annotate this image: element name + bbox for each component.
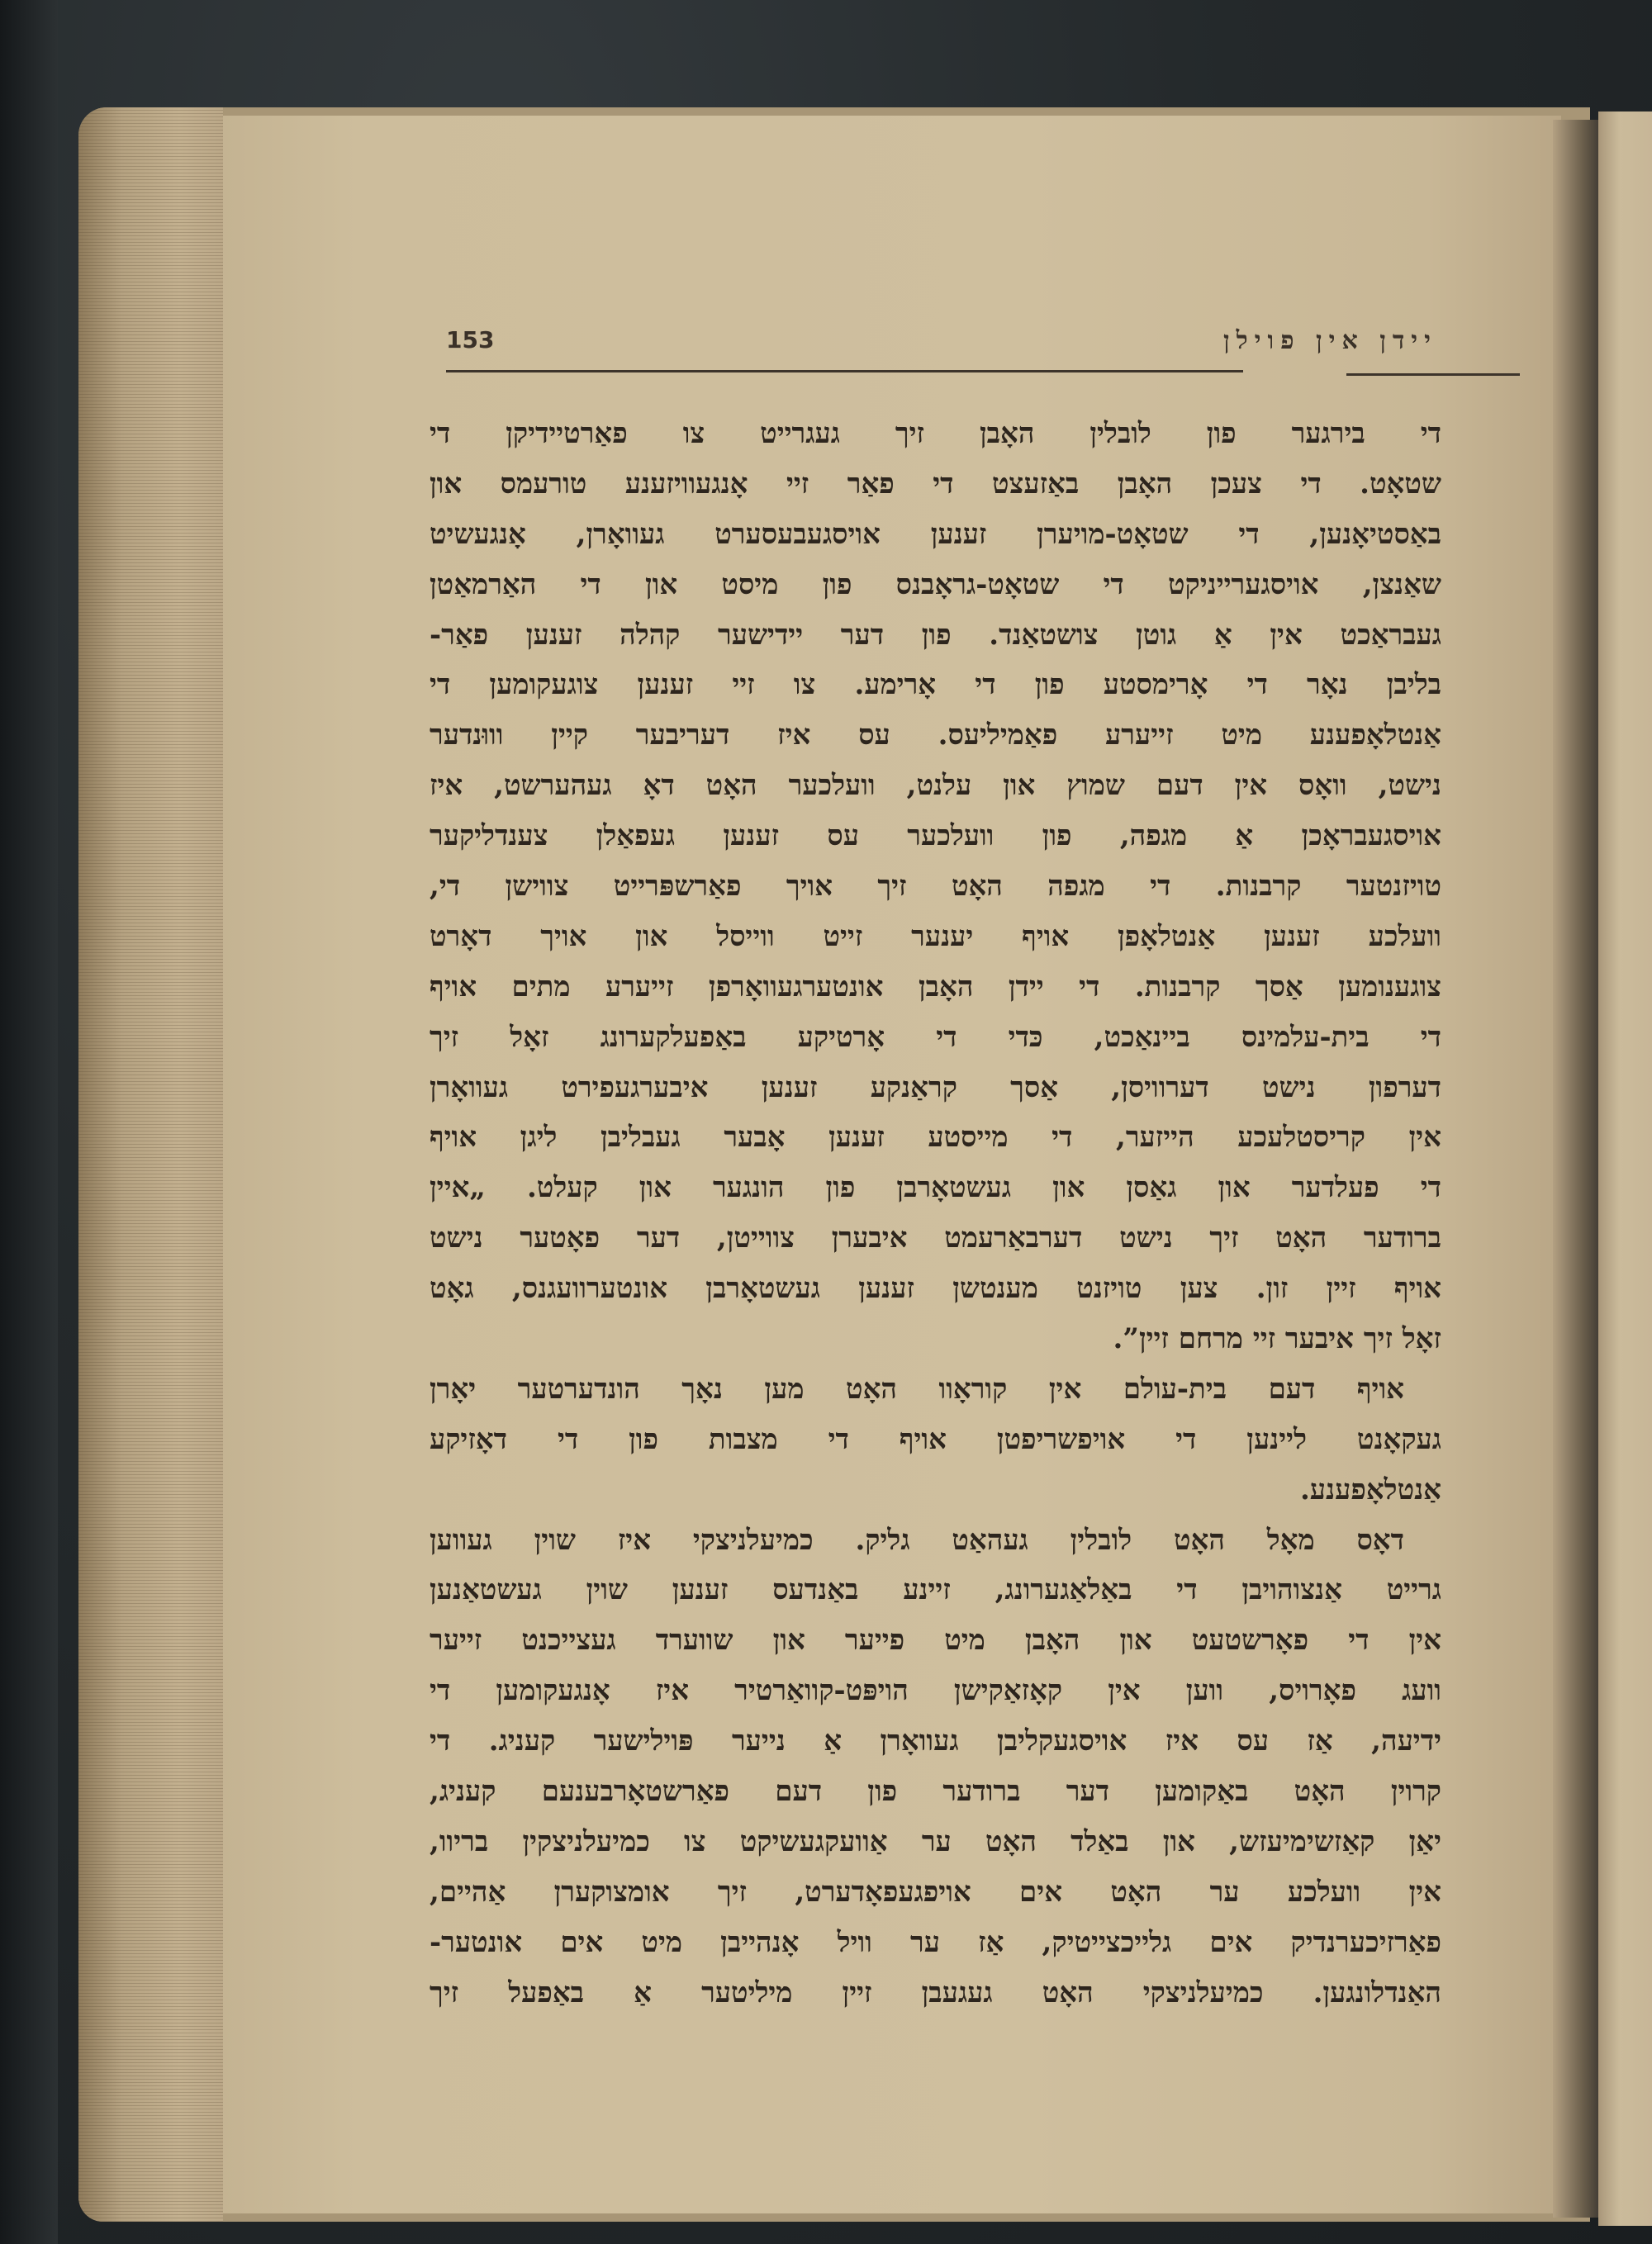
text-line: גרייט אַנצוהויבן די באַלאַגערונג, זיינע באַנדעס זענען שוין געשטאַנען bbox=[430, 1573, 1441, 1607]
text-line: פאַרזיכערנדיק אים גלייכצייטיק, אַז ער וויל אָנהייבן מיט אים אונטער- bbox=[430, 1925, 1441, 1959]
header-rule bbox=[446, 370, 1243, 372]
text-line: באַסטיאָנען, די שטאָט-מויערן זענען אויסגעבעסערט געוואָרן, אָנגעשיט bbox=[430, 517, 1441, 551]
text-line: וועג פאָרויס, ווען אין קאָזאַקישן הויפּט-קוואַרטיר איז אָנגעקומען די bbox=[430, 1674, 1441, 1708]
header-rule-segment bbox=[1346, 373, 1520, 376]
text-line: די פעלדער און גאַסן און געשטאָרבן פון הונגער און קעלט. „איין bbox=[430, 1171, 1441, 1205]
text-line: אַנטלאָפענע מיט זייערע פאַמיליעס. עס איז דעריבער קיין וווּנדער bbox=[430, 719, 1441, 752]
page-edges bbox=[78, 107, 223, 2222]
running-title: יידן אין פוילן bbox=[1222, 326, 1437, 355]
page-header bbox=[446, 326, 1437, 368]
text-line: יאַן קאַזשימיעזש, און באַלד האָט ער אַוועקגעשיקט צו כמיעלניצקין בריוו, bbox=[430, 1824, 1441, 1858]
page-number: 153 bbox=[446, 326, 495, 353]
text-line: נישט, וואָס אין דעם שמוץ און עלנט, וועלכער האָט דאָ געהערשט, איז bbox=[430, 769, 1441, 803]
text-line: צוגענומען אַסך קרבנות. די יידן האָבן אונטערגעוואָרפן זייערע מתים אויף bbox=[430, 970, 1441, 1003]
text-line: ברודער האָט זיך נישט דערבאַרעמט איבערן צווייטן, דער פאָטער נישט bbox=[430, 1222, 1441, 1255]
text-line: אויף דעם בית-עולם אין קוראָוו האָט מען נאָך הונדערטער יאָרן bbox=[430, 1372, 1404, 1406]
text-line: אויף זיין זון. צען טויזנט מענטשן זענען געשטאָרבן אונטערוועגנס, גאָט bbox=[430, 1272, 1441, 1306]
text-line: בליבן נאָר די אָרימסטע פון די אָרימע. צו זיי זענען צוגעקומען די bbox=[430, 668, 1441, 702]
page-gutter bbox=[1553, 120, 1602, 2218]
text-line: ידיעה, אַז עס איז אויסגעקליבן געוואָרן אַ נייער פּוילישער קעניג. די bbox=[430, 1725, 1441, 1758]
text-line: געקאָנט ליינען די אויפשריפטן אויף די מצבות פון די דאָזיקע bbox=[430, 1422, 1441, 1456]
text-line: שאַנצן, אויסגערייניקט די שטאָט-גראָבנס פון מיסט און די האַרמאַטן bbox=[430, 567, 1441, 601]
text-line: דערפון נישט דערוויסן, אַסך קראַנקע זענען איבערגעפירט געוואָרן bbox=[430, 1070, 1441, 1104]
text-line: די בירגער פון לובלין האָבן זיך געגרייט צו פאַרטיידיקן די bbox=[430, 417, 1441, 450]
text-line: אַנטלאָפענע. bbox=[1299, 1473, 1441, 1506]
text-line: אויסגעבראָכן אַ מגפה, פון וועלכער עס זענען געפאַלן צענדליקער bbox=[430, 819, 1441, 853]
text-line: זאָל זיך איבער זיי מרחם זיין”. bbox=[1113, 1322, 1441, 1356]
text-line: אין די פאָרשטעט און האָבן מיט פייער און שווערד געצייכנט זייער bbox=[430, 1624, 1441, 1658]
body-text bbox=[430, 409, 1441, 2009]
text-line: קרוין האָט באַקומען דער ברודער פון דעם פאַרשטאָרבענעם קעניג, bbox=[430, 1775, 1441, 1809]
text-line: טויזנטער קרבנות. די מגפה האָט זיך אויך פאַרשפּרייט צווישן די, bbox=[430, 870, 1441, 904]
text-line: שטאָט. די צעכן האָבן באַזעצט די פאַר זיי אָנגעוויזענע טורעמס און bbox=[430, 467, 1441, 501]
facing-page-edge bbox=[1598, 111, 1652, 2226]
text-line: די בית-עלמינס ביינאַכט, כּדי די אָרטיקע באַפעלקערונג זאָל זיך bbox=[430, 1020, 1441, 1054]
text-line: אין וועלכע ער האָט אים אויפגעפאָדערט, זיך אומצוקערן אַהיים, bbox=[430, 1875, 1441, 1909]
text-line: דאָס מאָל האָט לובלין געהאַט גליק. כמיעלניצקי איז שוין געווען bbox=[430, 1523, 1404, 1557]
text-line: געבראַכט אין אַ גוטן צושטאַנד. פון דער יידישער קהלה זענען פאַר- bbox=[430, 618, 1441, 652]
text-line: האַנדלונגען. כמיעלניצקי האָט געגעבן זיין מיליטער אַ באַפעל זיך bbox=[430, 1976, 1441, 2009]
cover-spine-edge bbox=[0, 0, 58, 2244]
text-line: וועלכע זענען אַנטלאָפן אויף יענער זייט ווייסל און אויך דאָרט bbox=[430, 919, 1441, 953]
text-line: אין קריסטלעכע הייזער, די מייסטע זענען אָבער געבליבן ליגן אויף bbox=[430, 1121, 1441, 1155]
